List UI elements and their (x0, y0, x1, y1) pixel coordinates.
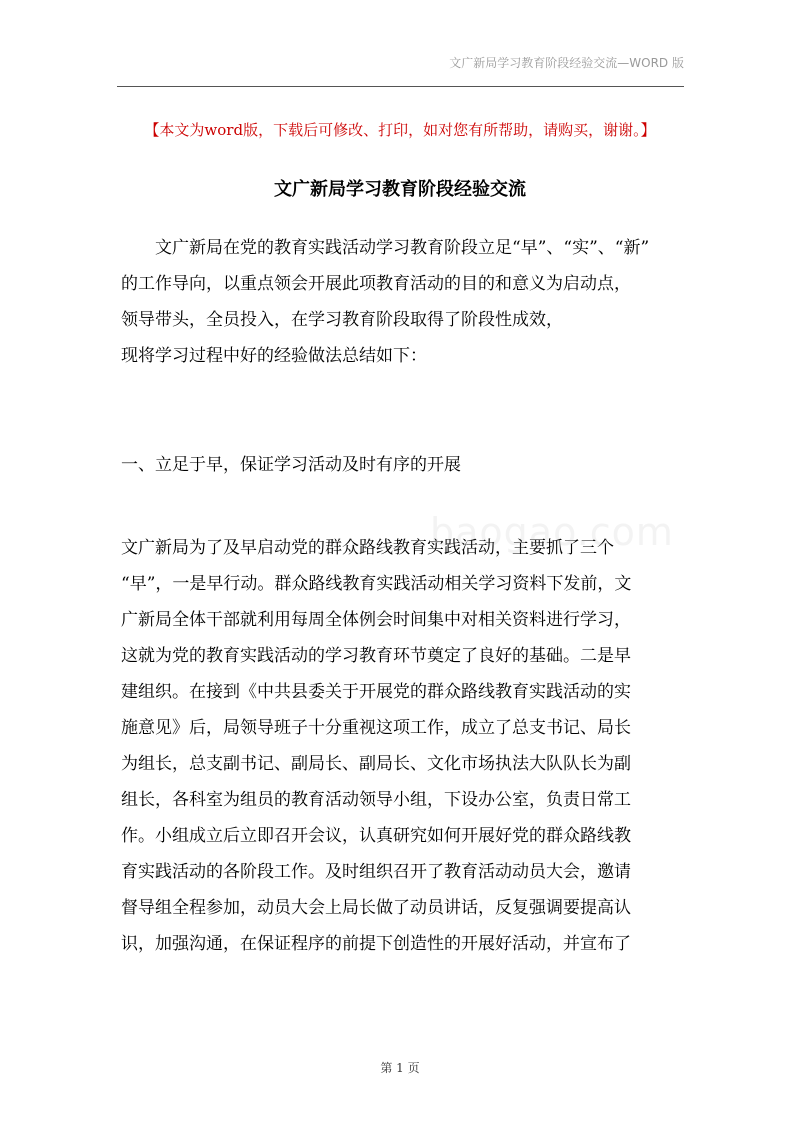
section-heading: 一、立足于早，保证学习活动及时有序的开展 (121, 455, 461, 475)
section-line: 广新局全体干部就利用每周全体例会时间集中对相关资料进行学习， (121, 610, 631, 630)
watermark: baogao.com (430, 510, 674, 554)
section-line: 为组长，总支副书记、副局长、副局长、文化市场执法大队队长为副 (121, 754, 631, 774)
section-line: “早”，一是早行动。群众路线教育实践活动相关学习资料下发前，文 (121, 574, 632, 594)
page-header (117, 52, 684, 87)
document-title: 文广新局学习教育阶段经验交流 (274, 179, 526, 200)
intro-line: 的工作导向，以重点领会开展此项教育活动的目的和意义为启动点， (121, 274, 631, 294)
running-title: 文广新局学习教育阶段经验交流—WORD 版 (449, 56, 684, 70)
page-number: 第 1 页 (380, 1061, 420, 1075)
intro-line: 现将学习过程中好的经验做法总结如下： (121, 346, 427, 366)
section-line: 这就为党的教育实践活动的学习教育环节奠定了良好的基础。二是早 (121, 646, 631, 666)
section-line: 建组织。在接到《中共县委关于开展党的群众路线教育实践活动的实 (121, 682, 631, 702)
intro-line: 文广新局在党的教育实践活动学习教育阶段立足“早”、“实”、“新” (155, 238, 650, 258)
section-line: 作。小组成立后立即召开会议，认真研究如何开展好党的群众路线教 (121, 826, 631, 846)
purchase-notice: 【本文为word版，下载后可修改、打印，如对您有所帮助，请购买，谢谢。】 (144, 121, 656, 139)
section-line: 施意见》后，局领导班子十分重视这项工作，成立了总支书记、局长 (121, 718, 631, 738)
section-line: 督导组全程参加，动员大会上局长做了动员讲话，反复强调要提高认 (121, 898, 631, 918)
section-line: 文广新局为了及早启动党的群众路线教育实践活动，主要抓了三个 (121, 538, 614, 558)
section-line: 识，加强沟通，在保证程序的前提下创造性的开展好活动，并宣布了 (121, 934, 631, 954)
section-paragraph (121, 530, 686, 962)
section-line: 组长，各科室为组员的教育活动领导小组，下设办公室，负责日常工 (121, 790, 631, 810)
intro-line: 领导带头，全员投入，在学习教育阶段取得了阶段性成效， (121, 310, 563, 330)
section-line: 育实践活动的各阶段工作。及时组织召开了教育活动动员大会，邀请 (121, 862, 631, 882)
intro-paragraph (121, 230, 686, 374)
